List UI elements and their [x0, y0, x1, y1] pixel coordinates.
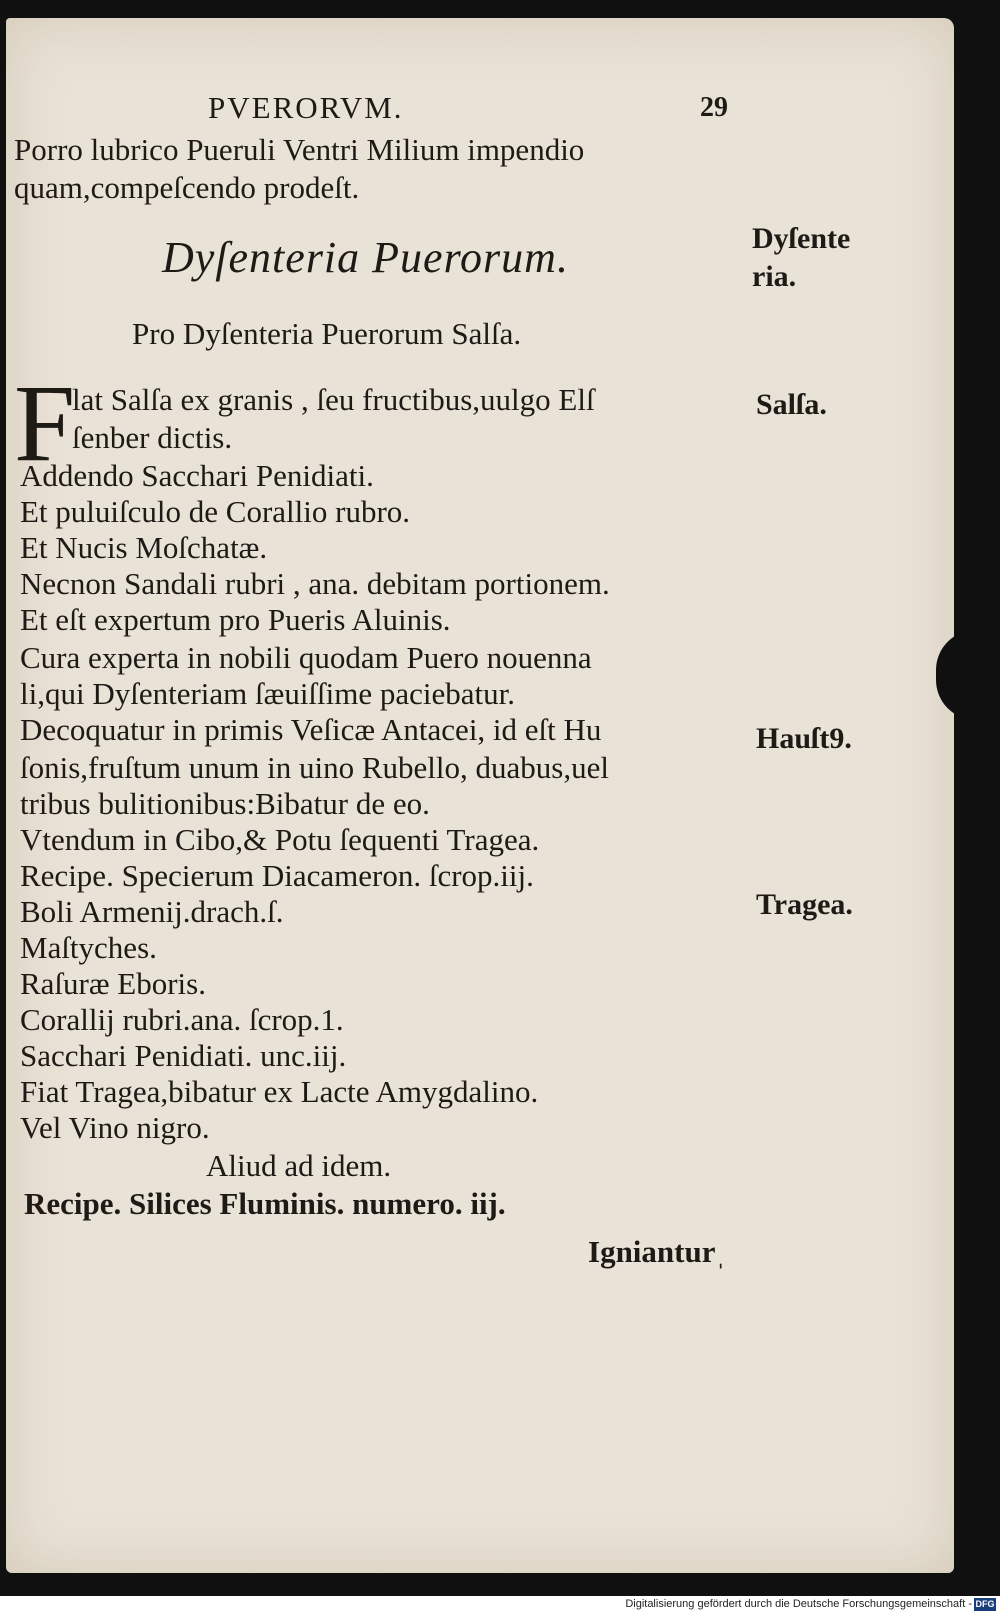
footer-credit: Digitalisierung gefördert durch die Deutsche Forschungsgemeinschaft - [625, 1598, 972, 1610]
text-line: ſonis,fruſtum unum in uino Rubello, duabus,uel [20, 750, 609, 785]
text-line: li,qui Dyſenteriam ſæuiſſime paciebatur. [20, 676, 516, 711]
catchword: Ignianturˌ [588, 1234, 726, 1269]
text-line: quam,compeſcendo prodeſt. [14, 170, 360, 205]
text-line: Corallij rubri.ana. ſcrop.1. [20, 1002, 344, 1037]
text-line: lat Salſa ex granis , ſeu fructibus,uulgo Elſ [72, 382, 595, 417]
running-head: PVERORVM. [208, 90, 404, 125]
text-line: Maſtyches. [20, 930, 157, 965]
margin-note: Salſa. [756, 388, 827, 421]
text-line: Addendo Sacchari Penidiati. [20, 458, 374, 493]
text-line: Et eſt expertum pro Pueris Aluinis. [20, 602, 451, 637]
text-line: Sacchari Penidiati. unc.iij. [20, 1038, 347, 1073]
margin-note: Dyſente [752, 222, 851, 255]
section-title: Dyſenteria Puerorum. [162, 233, 569, 282]
margin-note: ria. [752, 260, 797, 293]
text-line: Fiat Tragea,bibatur ex Lacte Amygdalino. [20, 1074, 539, 1109]
text-line: Vtendum in Cibo,& Potu ſequenti Tragea. [20, 822, 540, 857]
text-line: Et puluiſculo de Corallio rubro. [20, 494, 411, 529]
text-line: Recipe. Specierum Diacameron. ſcrop.iij. [20, 858, 534, 893]
text-line: Raſuræ Eboris. [20, 966, 206, 1001]
subtitle: Pro Dyſenteria Puerorum Salſa. [132, 316, 522, 351]
dfg-logo: DFG [975, 1599, 995, 1609]
page-number: 29 [700, 92, 728, 123]
text-line: Vel Vino nigro. [20, 1110, 210, 1145]
text-line: Cura experta in nobili quodam Puero nouenna [20, 640, 592, 675]
text-line: tribus bulitionibus:Bibatur de eo. [20, 786, 430, 821]
text-line: Aliud ad idem. [206, 1148, 392, 1183]
margin-note: Tragea. [756, 888, 853, 921]
text-line: Boli Armenij.drach.ſ. [20, 894, 284, 929]
drop-capital: F [14, 362, 76, 484]
text-line: ſenber dictis. [72, 420, 233, 455]
text-line: Recipe. Silices Fluminis. numero. iij. [24, 1186, 506, 1221]
text-line: Decoquatur in primis Veſicæ Antacei, id eſt Hu [20, 712, 602, 747]
text-line: Et Nucis Moſchatæ. [20, 530, 268, 565]
text-line: Porro lubrico Pueruli Ventri Milium impendio [14, 132, 585, 167]
margin-note: Hauſt9. [756, 722, 852, 755]
text-line: Necnon Sandali rubri , ana. debitam portionem. [20, 566, 610, 601]
